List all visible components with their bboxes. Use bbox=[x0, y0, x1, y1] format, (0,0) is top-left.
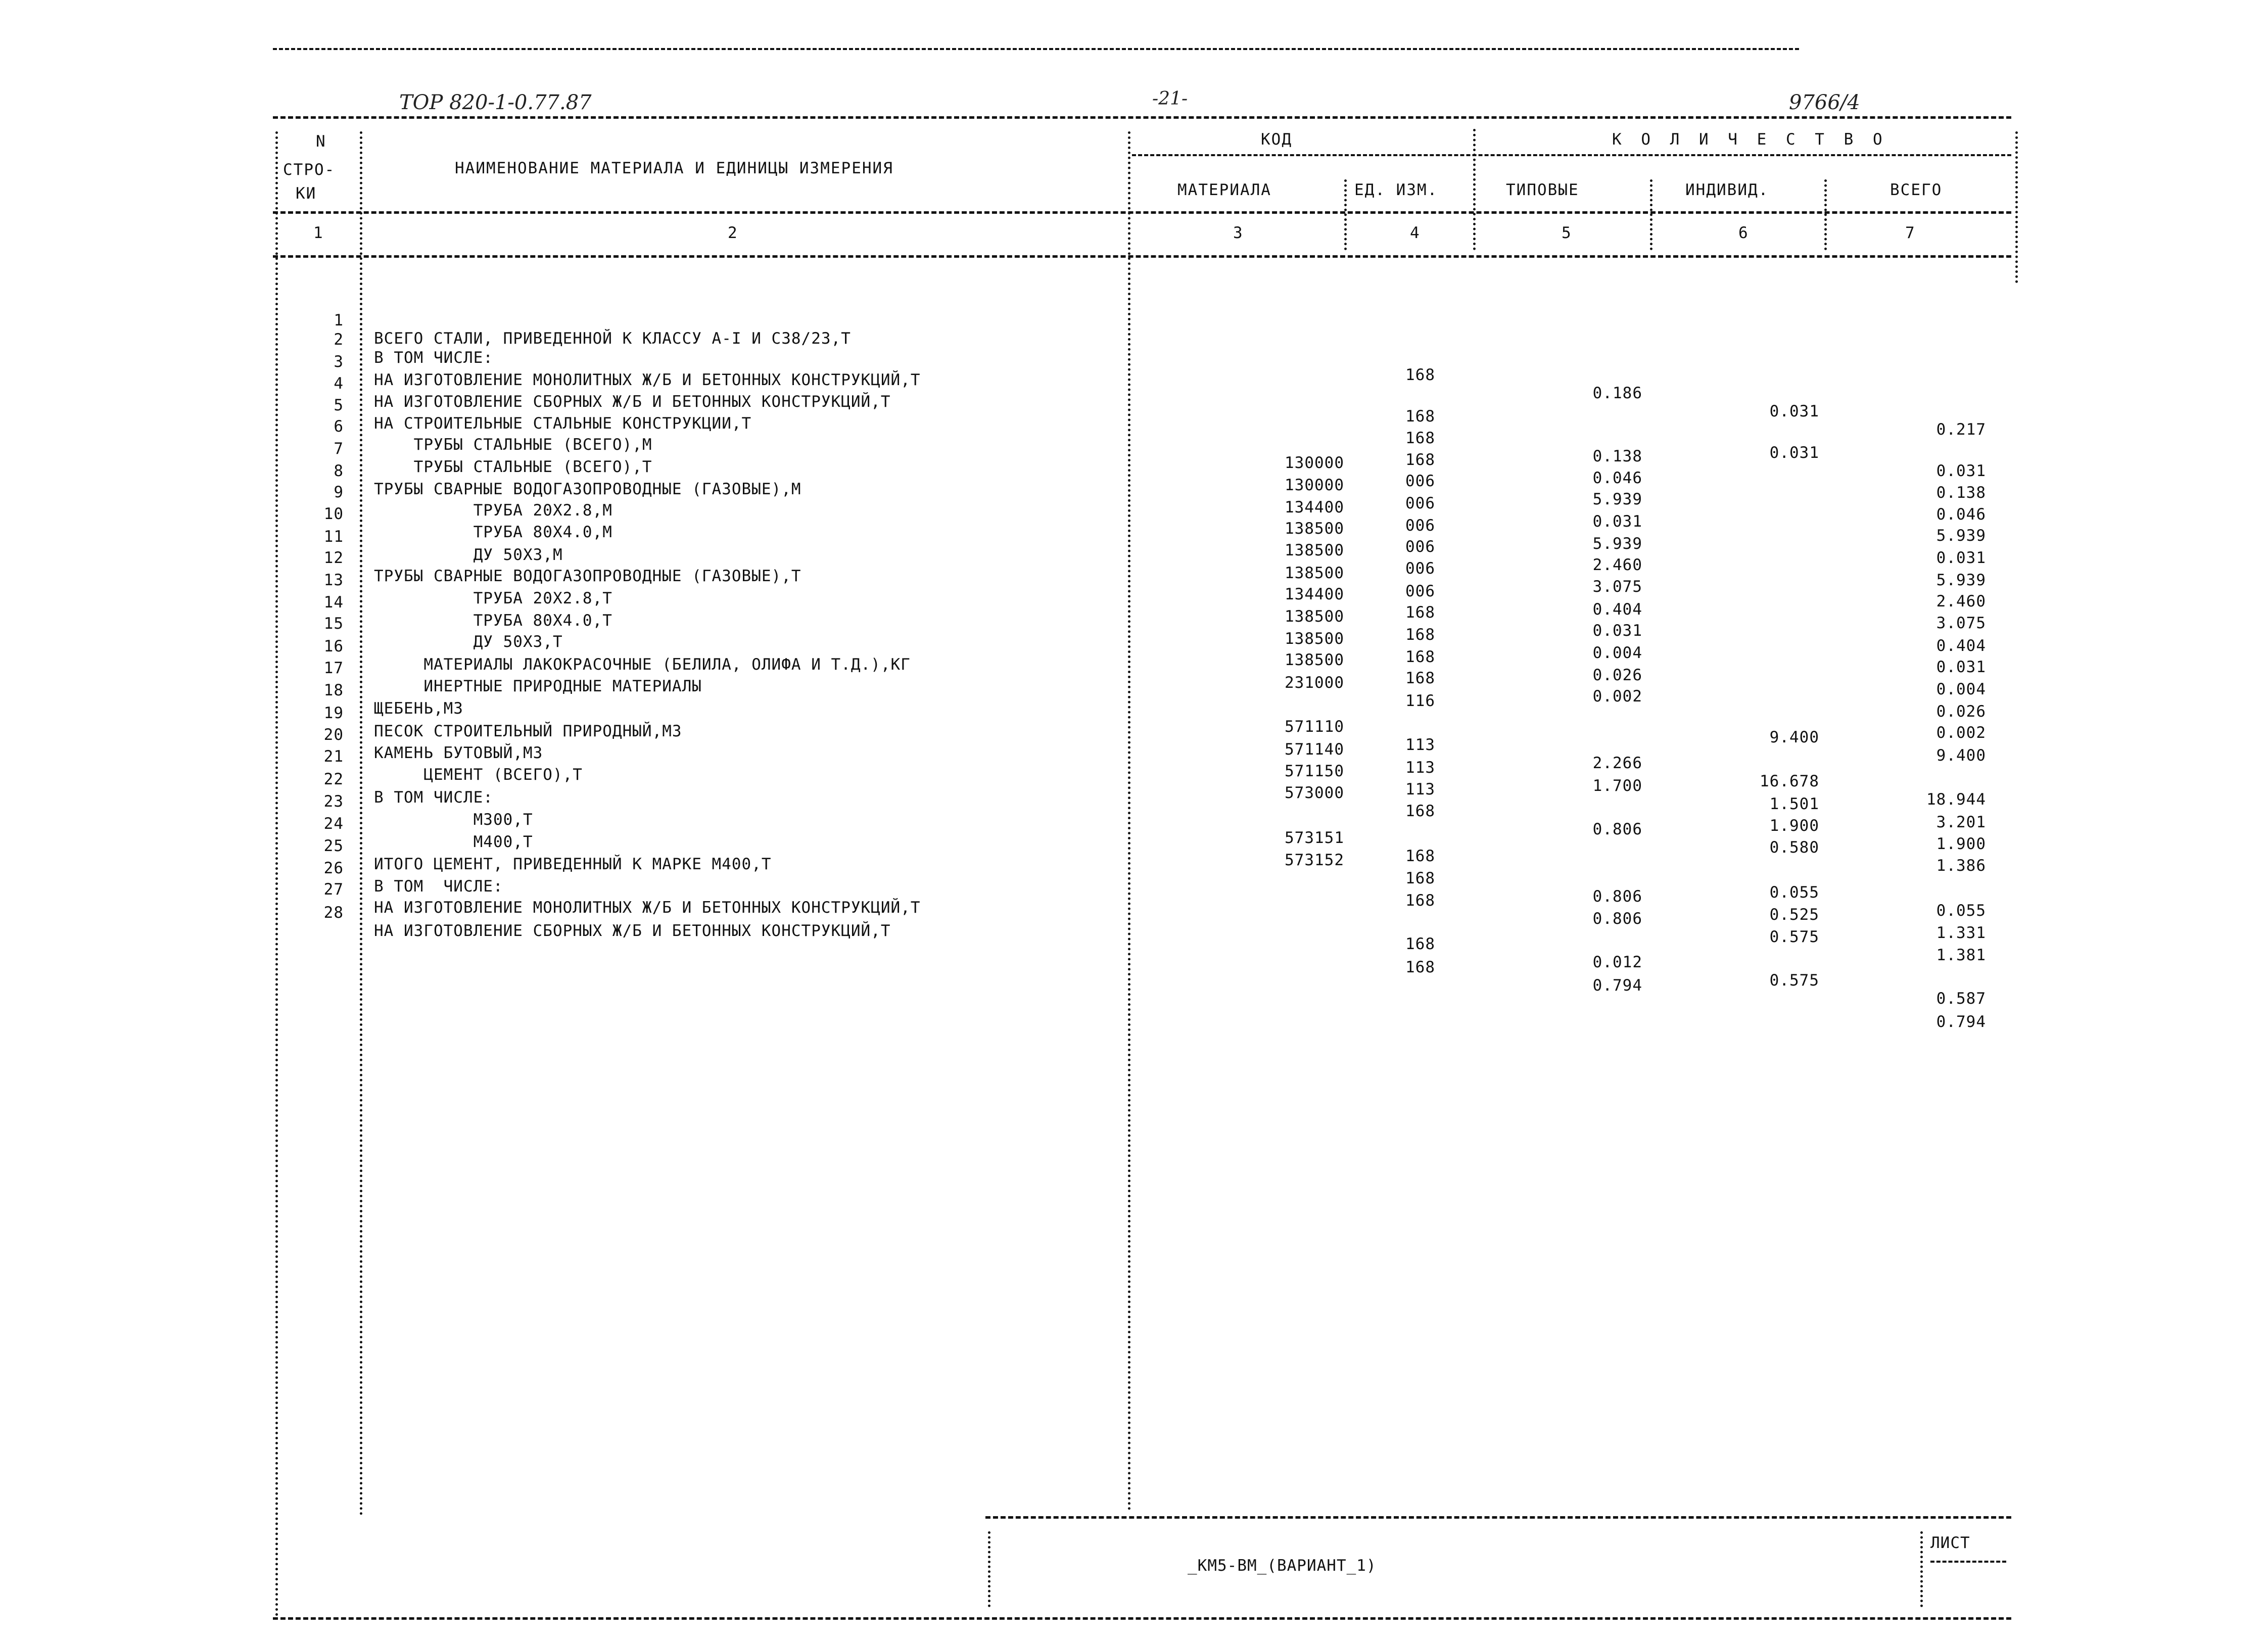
row-unit: 116 bbox=[1405, 692, 1435, 710]
row-name: ЦЕМЕНТ (ВСЕГО),Т bbox=[374, 766, 583, 784]
row-number: 20 bbox=[323, 726, 344, 744]
row-total: 0.587 bbox=[1936, 990, 1986, 1008]
row-typical: 0.046 bbox=[1592, 469, 1642, 487]
row-name: ТРУБЫ СВАРНЫЕ ВОДОГАЗОПРОВОДНЫЕ (ГАЗОВЫЕ),М bbox=[374, 480, 801, 498]
col-num-1: 1 bbox=[313, 224, 324, 242]
row-number: 21 bbox=[323, 747, 344, 766]
row-unit: 168 bbox=[1405, 892, 1435, 910]
row-code: 571140 bbox=[1285, 740, 1344, 759]
row-code: 138500 bbox=[1285, 651, 1344, 669]
row-total: 1.381 bbox=[1936, 946, 1986, 964]
row-code: 138500 bbox=[1285, 520, 1344, 538]
row-typical: 0.138 bbox=[1592, 447, 1642, 465]
row-number: 16 bbox=[323, 637, 344, 655]
row-number: 7 bbox=[334, 440, 344, 458]
row-number: 1 bbox=[334, 311, 344, 330]
row-name: НА ИЗГОТОВЛЕНИЕ СБОРНЫХ Ж/Б И БЕТОННЫХ КОНСТРУКЦИЙ,Т bbox=[374, 922, 891, 940]
row-name: КАМЕНЬ БУТОВЫЙ,М3 bbox=[374, 744, 543, 762]
row-typical: 0.404 bbox=[1592, 600, 1642, 619]
row-number: 15 bbox=[323, 615, 344, 633]
row-total: 0.026 bbox=[1936, 702, 1986, 721]
row-name: ТРУБЫ СВАРНЫЕ ВОДОГАЗОПРОВОДНЫЕ (ГАЗОВЫЕ),Т bbox=[374, 567, 801, 585]
row-unit: 168 bbox=[1405, 366, 1435, 384]
col-num-2: 2 bbox=[728, 224, 738, 242]
sep-tot-hdr bbox=[1824, 179, 1837, 250]
row-name: ДУ 50Х3,М bbox=[374, 546, 563, 564]
row-code: 138500 bbox=[1285, 607, 1344, 626]
row-name: НА ИЗГОТОВЛЕНИЕ МОНОЛИТНЫХ Ж/Б И БЕТОННЫХ КОНСТРУКЦИЙ,Т bbox=[374, 371, 921, 389]
footer-bottom-rule bbox=[273, 1617, 2011, 1620]
row-name: ИТОГО ЦЕМЕНТ, ПРИВЕДЕННЫЙ К МАРКЕ М400,Т bbox=[374, 855, 772, 873]
footer-top-rule bbox=[985, 1516, 2011, 1519]
row-total: 3.201 bbox=[1936, 813, 1986, 831]
row-number: 23 bbox=[323, 792, 344, 811]
page-mark: -21- bbox=[1152, 88, 1188, 109]
row-number: 5 bbox=[334, 396, 344, 414]
row-unit: 113 bbox=[1405, 736, 1435, 754]
row-total: 0.138 bbox=[1936, 484, 1986, 502]
row-typical: 2.266 bbox=[1592, 754, 1642, 772]
row-typical: 0.806 bbox=[1592, 820, 1642, 838]
row-number: 11 bbox=[323, 528, 344, 546]
col-n-line2: СТРО- bbox=[283, 161, 336, 179]
row-name: ПЕСОК СТРОИТЕЛЬНЫЙ ПРИРОДНЫЙ,М3 bbox=[374, 722, 682, 740]
row-typical: 0.806 bbox=[1592, 887, 1642, 906]
row-number: 24 bbox=[323, 815, 344, 833]
row-unit: 006 bbox=[1405, 517, 1435, 535]
row-code: 231000 bbox=[1285, 674, 1344, 692]
row-name: ДУ 50Х3,Т bbox=[374, 633, 563, 651]
row-name: М400,Т bbox=[374, 833, 533, 851]
row-total: 0.046 bbox=[1936, 505, 1986, 524]
row-name: НА ИЗГОТОВЛЕНИЕ МОНОЛИТНЫХ Ж/Б И БЕТОННЫХ КОНСТРУКЦИЙ,Т bbox=[374, 899, 921, 917]
row-unit: 168 bbox=[1405, 802, 1435, 820]
row-typical: 0.012 bbox=[1592, 953, 1642, 971]
row-name: ТРУБА 80Х4.0,М bbox=[374, 523, 612, 541]
colhead-rule bbox=[273, 211, 2011, 214]
row-total: 3.075 bbox=[1936, 614, 1986, 632]
row-total: 0.404 bbox=[1936, 637, 1986, 655]
row-typical: 0.186 bbox=[1592, 384, 1642, 402]
row-unit: 006 bbox=[1405, 559, 1435, 578]
row-typical: 2.460 bbox=[1592, 556, 1642, 574]
row-name: ТРУБА 20Х2.8,М bbox=[374, 501, 612, 520]
row-name: ТРУБЫ СТАЛЬНЫЕ (ВСЕГО),М bbox=[374, 436, 652, 454]
col-individual-header: ИНДИВИД. bbox=[1685, 181, 1769, 199]
row-code: 138500 bbox=[1285, 564, 1344, 582]
row-unit: 168 bbox=[1405, 626, 1435, 644]
sheet-label-rule bbox=[1930, 1561, 2006, 1563]
row-total: 0.031 bbox=[1936, 549, 1986, 567]
row-individual: 0.031 bbox=[1769, 402, 1819, 420]
row-code: 138500 bbox=[1285, 630, 1344, 648]
row-code: 573151 bbox=[1285, 829, 1344, 847]
row-typical: 1.700 bbox=[1592, 777, 1642, 795]
header-rule bbox=[273, 116, 2011, 119]
col-material-header: МАТЕРИАЛА bbox=[1177, 181, 1271, 199]
row-number: 14 bbox=[323, 593, 344, 612]
ref-number: 9766/4 bbox=[1789, 91, 1860, 114]
row-individual: 1.501 bbox=[1769, 795, 1819, 813]
row-name: В ТОМ ЧИСЛЕ: bbox=[374, 349, 493, 367]
row-typical: 0.031 bbox=[1592, 512, 1642, 531]
row-unit: 006 bbox=[1405, 494, 1435, 512]
row-code: 134400 bbox=[1285, 585, 1344, 603]
row-individual: 0.575 bbox=[1769, 971, 1819, 990]
row-individual: 0.575 bbox=[1769, 928, 1819, 946]
row-number: 13 bbox=[323, 571, 344, 589]
col-n-line1: N bbox=[316, 132, 326, 151]
row-name: ТРУБА 80Х4.0,Т bbox=[374, 612, 612, 630]
row-typical: 3.075 bbox=[1592, 578, 1642, 596]
sep-unit-hdr bbox=[1344, 179, 1357, 250]
row-total: 1.900 bbox=[1936, 835, 1986, 853]
row-total: 5.939 bbox=[1936, 527, 1986, 545]
col-num-5: 5 bbox=[1562, 224, 1572, 242]
row-name: В ТОМ ЧИСЛЕ: bbox=[374, 788, 493, 807]
col-unit-header: ЕД. ИЗМ. bbox=[1354, 181, 1438, 199]
row-total: 9.400 bbox=[1936, 746, 1986, 765]
row-number: 8 bbox=[334, 462, 344, 480]
row-number: 10 bbox=[323, 505, 344, 523]
row-code: 138500 bbox=[1285, 541, 1344, 559]
row-name: ИНЕРТНЫЕ ПРИРОДНЫЕ МАТЕРИАЛЫ bbox=[374, 677, 702, 695]
row-typical: 0.026 bbox=[1592, 666, 1642, 684]
footer-stamp: _КМ5-ВМ_(ВАРИАНТ_1) bbox=[1188, 1557, 1377, 1575]
row-unit: 006 bbox=[1405, 582, 1435, 600]
row-unit: 168 bbox=[1405, 407, 1435, 426]
right-border bbox=[2015, 131, 2028, 283]
row-code: 573000 bbox=[1285, 784, 1344, 802]
row-number: 2 bbox=[334, 331, 344, 349]
row-unit: 168 bbox=[1405, 869, 1435, 887]
row-typical: 5.939 bbox=[1592, 535, 1642, 553]
sheet-label: ЛИСТ bbox=[1930, 1534, 1970, 1552]
col-qty-header: К О Л И Ч Е С Т В О bbox=[1612, 130, 1887, 149]
row-typical: 5.939 bbox=[1592, 490, 1642, 508]
row-individual: 0.580 bbox=[1769, 838, 1819, 857]
row-unit: 006 bbox=[1405, 472, 1435, 490]
doc-code: ТОР 820-1-0.77.87 bbox=[399, 91, 592, 114]
row-total: 18.944 bbox=[1926, 790, 1986, 809]
row-unit: 168 bbox=[1405, 451, 1435, 469]
row-number: 4 bbox=[334, 374, 344, 393]
row-code: 573152 bbox=[1285, 851, 1344, 869]
row-total: 0.055 bbox=[1936, 902, 1986, 920]
col-num-6: 6 bbox=[1738, 224, 1749, 242]
row-total: 0.031 bbox=[1936, 658, 1986, 676]
row-unit: 006 bbox=[1405, 538, 1435, 556]
colnum-rule bbox=[273, 255, 2011, 258]
row-total: 0.004 bbox=[1936, 680, 1986, 698]
row-unit: 168 bbox=[1405, 603, 1435, 622]
row-total: 1.331 bbox=[1936, 924, 1986, 942]
row-unit: 113 bbox=[1405, 759, 1435, 777]
row-number: 27 bbox=[323, 880, 344, 899]
row-total: 0.031 bbox=[1936, 462, 1986, 480]
row-unit: 168 bbox=[1405, 429, 1435, 447]
row-name: ТРУБЫ СТАЛЬНЫЕ (ВСЕГО),Т bbox=[374, 458, 652, 476]
row-individual: 0.525 bbox=[1769, 906, 1819, 924]
footer-left-sep bbox=[988, 1531, 1001, 1607]
row-code: 571110 bbox=[1285, 718, 1344, 736]
row-number: 19 bbox=[323, 704, 344, 722]
row-unit: 168 bbox=[1405, 935, 1435, 953]
sep-typ-hdr bbox=[1473, 129, 1486, 250]
top-border-line bbox=[273, 48, 1799, 50]
row-total: 0.794 bbox=[1936, 1013, 1986, 1031]
row-number: 28 bbox=[323, 904, 344, 922]
col-n-line3: КИ bbox=[296, 184, 317, 203]
row-name: НА СТРОИТЕЛЬНЫЕ СТАЛЬНЫЕ КОНСТРУКЦИИ,Т bbox=[374, 414, 752, 433]
row-code: 571150 bbox=[1285, 762, 1344, 780]
row-total: 0.002 bbox=[1936, 724, 1986, 742]
row-name: В ТОМ ЧИСЛЕ: bbox=[374, 877, 503, 896]
row-individual: 1.900 bbox=[1769, 817, 1819, 835]
row-unit: 168 bbox=[1405, 648, 1435, 666]
row-total: 0.217 bbox=[1936, 420, 1986, 439]
col-num-3: 3 bbox=[1233, 224, 1244, 242]
row-unit: 113 bbox=[1405, 780, 1435, 799]
row-typical: 0.002 bbox=[1592, 687, 1642, 706]
row-individual: 16.678 bbox=[1760, 772, 1819, 790]
row-typical: 0.031 bbox=[1592, 622, 1642, 640]
row-code: 130000 bbox=[1285, 454, 1344, 472]
col-typical-header: ТИПОВЫЕ bbox=[1506, 181, 1579, 199]
row-individual: 0.055 bbox=[1769, 883, 1819, 902]
row-name: МАТЕРИАЛЫ ЛАКОКРАСОЧНЫЕ (БЕЛИЛА, ОЛИФА И Т.Д.),КГ bbox=[374, 655, 911, 674]
row-number: 22 bbox=[323, 770, 344, 788]
row-number: 9 bbox=[334, 483, 344, 501]
row-number: 18 bbox=[323, 681, 344, 699]
row-total: 5.939 bbox=[1936, 571, 1986, 589]
row-code: 130000 bbox=[1285, 476, 1344, 494]
row-number: 26 bbox=[323, 859, 344, 877]
row-individual: 9.400 bbox=[1769, 728, 1819, 746]
row-name: ТРУБА 20Х2.8,Т bbox=[374, 589, 612, 607]
col-name-header: НАИМЕНОВАНИЕ МАТЕРИАЛА И ЕДИНИЦЫ ИЗМЕРЕНИЯ bbox=[455, 159, 893, 177]
row-total: 1.386 bbox=[1936, 857, 1986, 875]
col-num-4: 4 bbox=[1410, 224, 1421, 242]
row-name: М300,Т bbox=[374, 811, 533, 829]
row-name: НА ИЗГОТОВЛЕНИЕ СБОРНЫХ Ж/Б И БЕТОННЫХ КОНСТРУКЦИЙ,Т bbox=[374, 393, 891, 411]
row-name: ВСЕГО СТАЛИ, ПРИВЕДЕННОЙ К КЛАССУ А-I И С38/23,Т bbox=[374, 330, 851, 348]
row-number: 25 bbox=[323, 837, 344, 855]
col-code-header: КОД bbox=[1261, 130, 1292, 149]
row-name: ЩЕБЕНЬ,М3 bbox=[374, 699, 463, 718]
row-number: 3 bbox=[334, 353, 344, 371]
sep-ind-hdr bbox=[1650, 179, 1663, 250]
row-typical: 0.806 bbox=[1592, 910, 1642, 928]
row-unit: 168 bbox=[1405, 847, 1435, 865]
subheader-rule bbox=[1132, 154, 2011, 156]
row-number: 6 bbox=[334, 417, 344, 436]
row-total: 2.460 bbox=[1936, 592, 1986, 611]
row-unit: 168 bbox=[1405, 669, 1435, 687]
row-typical: 0.004 bbox=[1592, 644, 1642, 662]
row-number: 12 bbox=[323, 549, 344, 567]
row-unit: 168 bbox=[1405, 958, 1435, 976]
row-number: 17 bbox=[323, 659, 344, 677]
col-total-header: ВСЕГО bbox=[1890, 181, 1943, 199]
row-individual: 0.031 bbox=[1769, 444, 1819, 462]
row-code: 134400 bbox=[1285, 498, 1344, 517]
col-num-7: 7 bbox=[1905, 224, 1916, 242]
row-typical: 0.794 bbox=[1592, 976, 1642, 995]
